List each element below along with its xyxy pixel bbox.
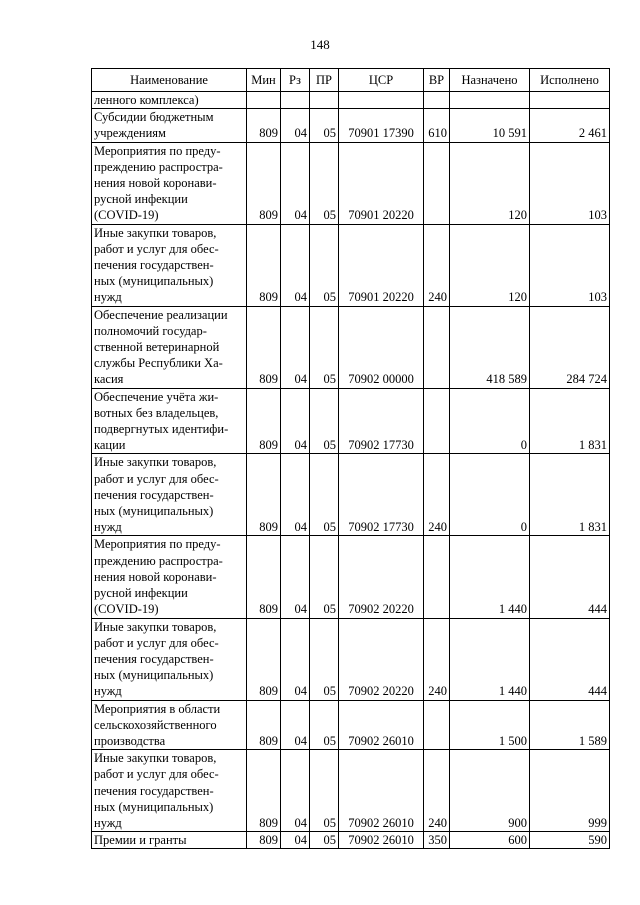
row-name: [92, 454, 247, 536]
row-name-line: ных (муниципальных): [94, 799, 214, 814]
budget-table: [91, 68, 610, 849]
cell-vr: [424, 92, 450, 109]
table-row: [92, 700, 610, 750]
header-assigned: Назначено: [450, 69, 530, 92]
cell-csr: 70902 26010: [339, 832, 424, 849]
row-name-line: ленного комплекса): [94, 93, 199, 107]
cell-executed: 1 831: [530, 388, 610, 454]
table-row: [92, 142, 610, 224]
cell-assigned: 1 440: [450, 536, 530, 618]
cell-pr: 05: [310, 700, 339, 750]
cell-vr: 240: [424, 750, 450, 832]
table-row: [92, 388, 610, 454]
row-name-line: ственной ветеринарной: [94, 340, 220, 355]
cell-pr: 05: [310, 109, 339, 142]
cell-vr: [424, 142, 450, 224]
row-name: [92, 109, 247, 142]
cell-pr: 05: [310, 306, 339, 388]
cell-vr: [424, 306, 450, 388]
header-rz: Рз: [281, 69, 310, 92]
row-name-line: Обеспечение реализации: [94, 307, 228, 322]
row-name-line: печения государствен-: [94, 258, 214, 273]
row-name-line: ных (муниципальных): [94, 504, 214, 519]
cell-vr: 610: [424, 109, 450, 142]
row-name: [92, 224, 247, 306]
row-name-line: Премии и гранты: [94, 833, 187, 848]
cell-executed: 103: [530, 142, 610, 224]
row-name-line: Иные закупки товаров,: [94, 751, 217, 766]
row-name-line: нужд: [94, 290, 122, 305]
cell-min: 809: [247, 306, 281, 388]
page-number: 148: [310, 37, 330, 52]
cell-executed: 590: [530, 832, 610, 849]
cell-csr: 70902 17730: [339, 388, 424, 454]
row-name-line: полномочий государ-: [94, 323, 207, 338]
row-name-line: печения государствен-: [94, 783, 214, 798]
table-row: [92, 454, 610, 536]
cell-pr: 05: [310, 750, 339, 832]
row-name: [92, 92, 247, 109]
cell-executed: 444: [530, 536, 610, 618]
cell-rz: 04: [281, 454, 310, 536]
cell-assigned: 418 589: [450, 306, 530, 388]
table-row: [92, 224, 610, 306]
cell-vr: [424, 388, 450, 454]
cell-min: 809: [247, 388, 281, 454]
row-name-line: работ и услуг для обес-: [94, 471, 219, 486]
cell-min: 809: [247, 142, 281, 224]
cell-rz: 04: [281, 700, 310, 750]
table-row: [92, 92, 610, 109]
cell-csr: 70902 20220: [339, 536, 424, 618]
row-name: [92, 388, 247, 454]
cell-csr: 70902 26010: [339, 700, 424, 750]
cell-vr: 240: [424, 454, 450, 536]
row-name-line: ных (муниципальных): [94, 668, 214, 683]
cell-executed: 2 461: [530, 109, 610, 142]
cell-assigned: [450, 92, 530, 109]
row-name-line: Иные закупки товаров,: [94, 225, 217, 240]
cell-pr: 05: [310, 142, 339, 224]
cell-min: [247, 92, 281, 109]
row-name-line: нужд: [94, 520, 122, 535]
row-name-line: преждению распростра-: [94, 159, 223, 174]
cell-executed: 1 589: [530, 700, 610, 750]
table-row: [92, 109, 610, 142]
cell-csr: 70901 20220: [339, 224, 424, 306]
row-name-line: печения государствен-: [94, 651, 214, 666]
row-name-line: Мероприятия по преду-: [94, 143, 221, 158]
table-row: [92, 306, 610, 388]
cell-vr: [424, 700, 450, 750]
cell-assigned: 120: [450, 142, 530, 224]
row-name: [92, 700, 247, 750]
cell-rz: [281, 92, 310, 109]
row-name: [92, 618, 247, 700]
cell-executed: 284 724: [530, 306, 610, 388]
row-name-line: русной инфекции: [94, 192, 188, 207]
cell-csr: 70901 17390: [339, 109, 424, 142]
row-name: [92, 536, 247, 618]
cell-min: 809: [247, 109, 281, 142]
row-name-line: русной инфекции: [94, 586, 188, 601]
cell-assigned: 120: [450, 224, 530, 306]
cell-pr: 05: [310, 618, 339, 700]
cell-min: 809: [247, 832, 281, 849]
header-name: Наименование: [92, 69, 247, 92]
cell-assigned: 1 500: [450, 700, 530, 750]
row-name-line: (COVID-19): [94, 602, 159, 617]
cell-pr: 05: [310, 388, 339, 454]
row-name-line: вотных без владельцев,: [94, 405, 219, 420]
cell-csr: [339, 92, 424, 109]
cell-assigned: 1 440: [450, 618, 530, 700]
cell-rz: 04: [281, 109, 310, 142]
table-row: [92, 536, 610, 618]
cell-min: 809: [247, 536, 281, 618]
row-name-line: Мероприятия в области: [94, 701, 221, 716]
cell-rz: 04: [281, 306, 310, 388]
header-row: [92, 69, 610, 92]
header-csr: ЦСР: [339, 69, 424, 92]
row-name-line: (COVID-19): [94, 208, 159, 223]
cell-executed: 103: [530, 224, 610, 306]
row-name-line: печения государствен-: [94, 487, 214, 502]
row-name-line: Мероприятия по преду-: [94, 537, 221, 552]
row-name-line: Иные закупки товаров,: [94, 455, 217, 470]
row-name-line: касия: [94, 372, 124, 387]
cell-vr: 240: [424, 618, 450, 700]
row-name-line: нения новой коронави-: [94, 176, 217, 191]
cell-csr: 70902 00000: [339, 306, 424, 388]
cell-executed: 1 831: [530, 454, 610, 536]
cell-vr: 240: [424, 224, 450, 306]
table-body: [92, 92, 610, 849]
row-name: [92, 832, 247, 849]
row-name-line: службы Республики Ха-: [94, 356, 223, 371]
row-name-line: подвергнутых идентифи-: [94, 422, 229, 437]
cell-min: 809: [247, 454, 281, 536]
row-name-line: работ и услуг для обес-: [94, 241, 219, 256]
table-row: [92, 832, 610, 849]
cell-csr: 70902 26010: [339, 750, 424, 832]
row-name-line: ных (муниципальных): [94, 274, 214, 289]
row-name-line: работ и услуг для обес-: [94, 635, 219, 650]
cell-csr: 70902 20220: [339, 618, 424, 700]
table-row: [92, 750, 610, 832]
row-name-line: Обеспечение учёта жи-: [94, 389, 219, 404]
row-name-line: нужд: [94, 684, 122, 699]
row-name-line: сельскохозяйственного: [94, 717, 217, 732]
row-name: [92, 142, 247, 224]
cell-pr: 05: [310, 832, 339, 849]
cell-rz: 04: [281, 618, 310, 700]
cell-pr: 05: [310, 536, 339, 618]
header-executed: Исполнено: [530, 69, 610, 92]
cell-rz: 04: [281, 536, 310, 618]
row-name-line: кации: [94, 438, 126, 453]
table-row: [92, 618, 610, 700]
cell-pr: 05: [310, 224, 339, 306]
row-name-line: Иные закупки товаров,: [94, 619, 217, 634]
header-pr: ПР: [310, 69, 339, 92]
cell-executed: 444: [530, 618, 610, 700]
cell-pr: 05: [310, 454, 339, 536]
cell-min: 809: [247, 750, 281, 832]
cell-csr: 70901 20220: [339, 142, 424, 224]
header-vr: ВР: [424, 69, 450, 92]
cell-min: 809: [247, 700, 281, 750]
row-name-line: нужд: [94, 815, 122, 830]
cell-vr: 350: [424, 832, 450, 849]
row-name-line: преждению распростра-: [94, 553, 223, 568]
cell-min: 809: [247, 618, 281, 700]
row-name-line: производства: [94, 733, 166, 748]
header-min: Мин: [247, 69, 281, 92]
cell-rz: 04: [281, 388, 310, 454]
cell-min: 809: [247, 224, 281, 306]
cell-pr: [310, 92, 339, 109]
row-name: [92, 306, 247, 388]
cell-executed: [530, 92, 610, 109]
row-name-line: нения новой коронави-: [94, 569, 217, 584]
cell-assigned: 10 591: [450, 109, 530, 142]
row-name-line: учреждениям: [94, 126, 166, 141]
row-name: [92, 750, 247, 832]
cell-csr: 70902 17730: [339, 454, 424, 536]
cell-rz: 04: [281, 224, 310, 306]
cell-rz: 04: [281, 142, 310, 224]
cell-vr: [424, 536, 450, 618]
row-name-line: Субсидии бюджетным: [94, 110, 214, 125]
row-name-line: работ и услуг для обес-: [94, 767, 219, 782]
cell-assigned: 0: [450, 454, 530, 536]
cell-rz: 04: [281, 750, 310, 832]
cell-assigned: 0: [450, 388, 530, 454]
cell-assigned: 900: [450, 750, 530, 832]
cell-assigned: 600: [450, 832, 530, 849]
cell-executed: 999: [530, 750, 610, 832]
cell-rz: 04: [281, 832, 310, 849]
